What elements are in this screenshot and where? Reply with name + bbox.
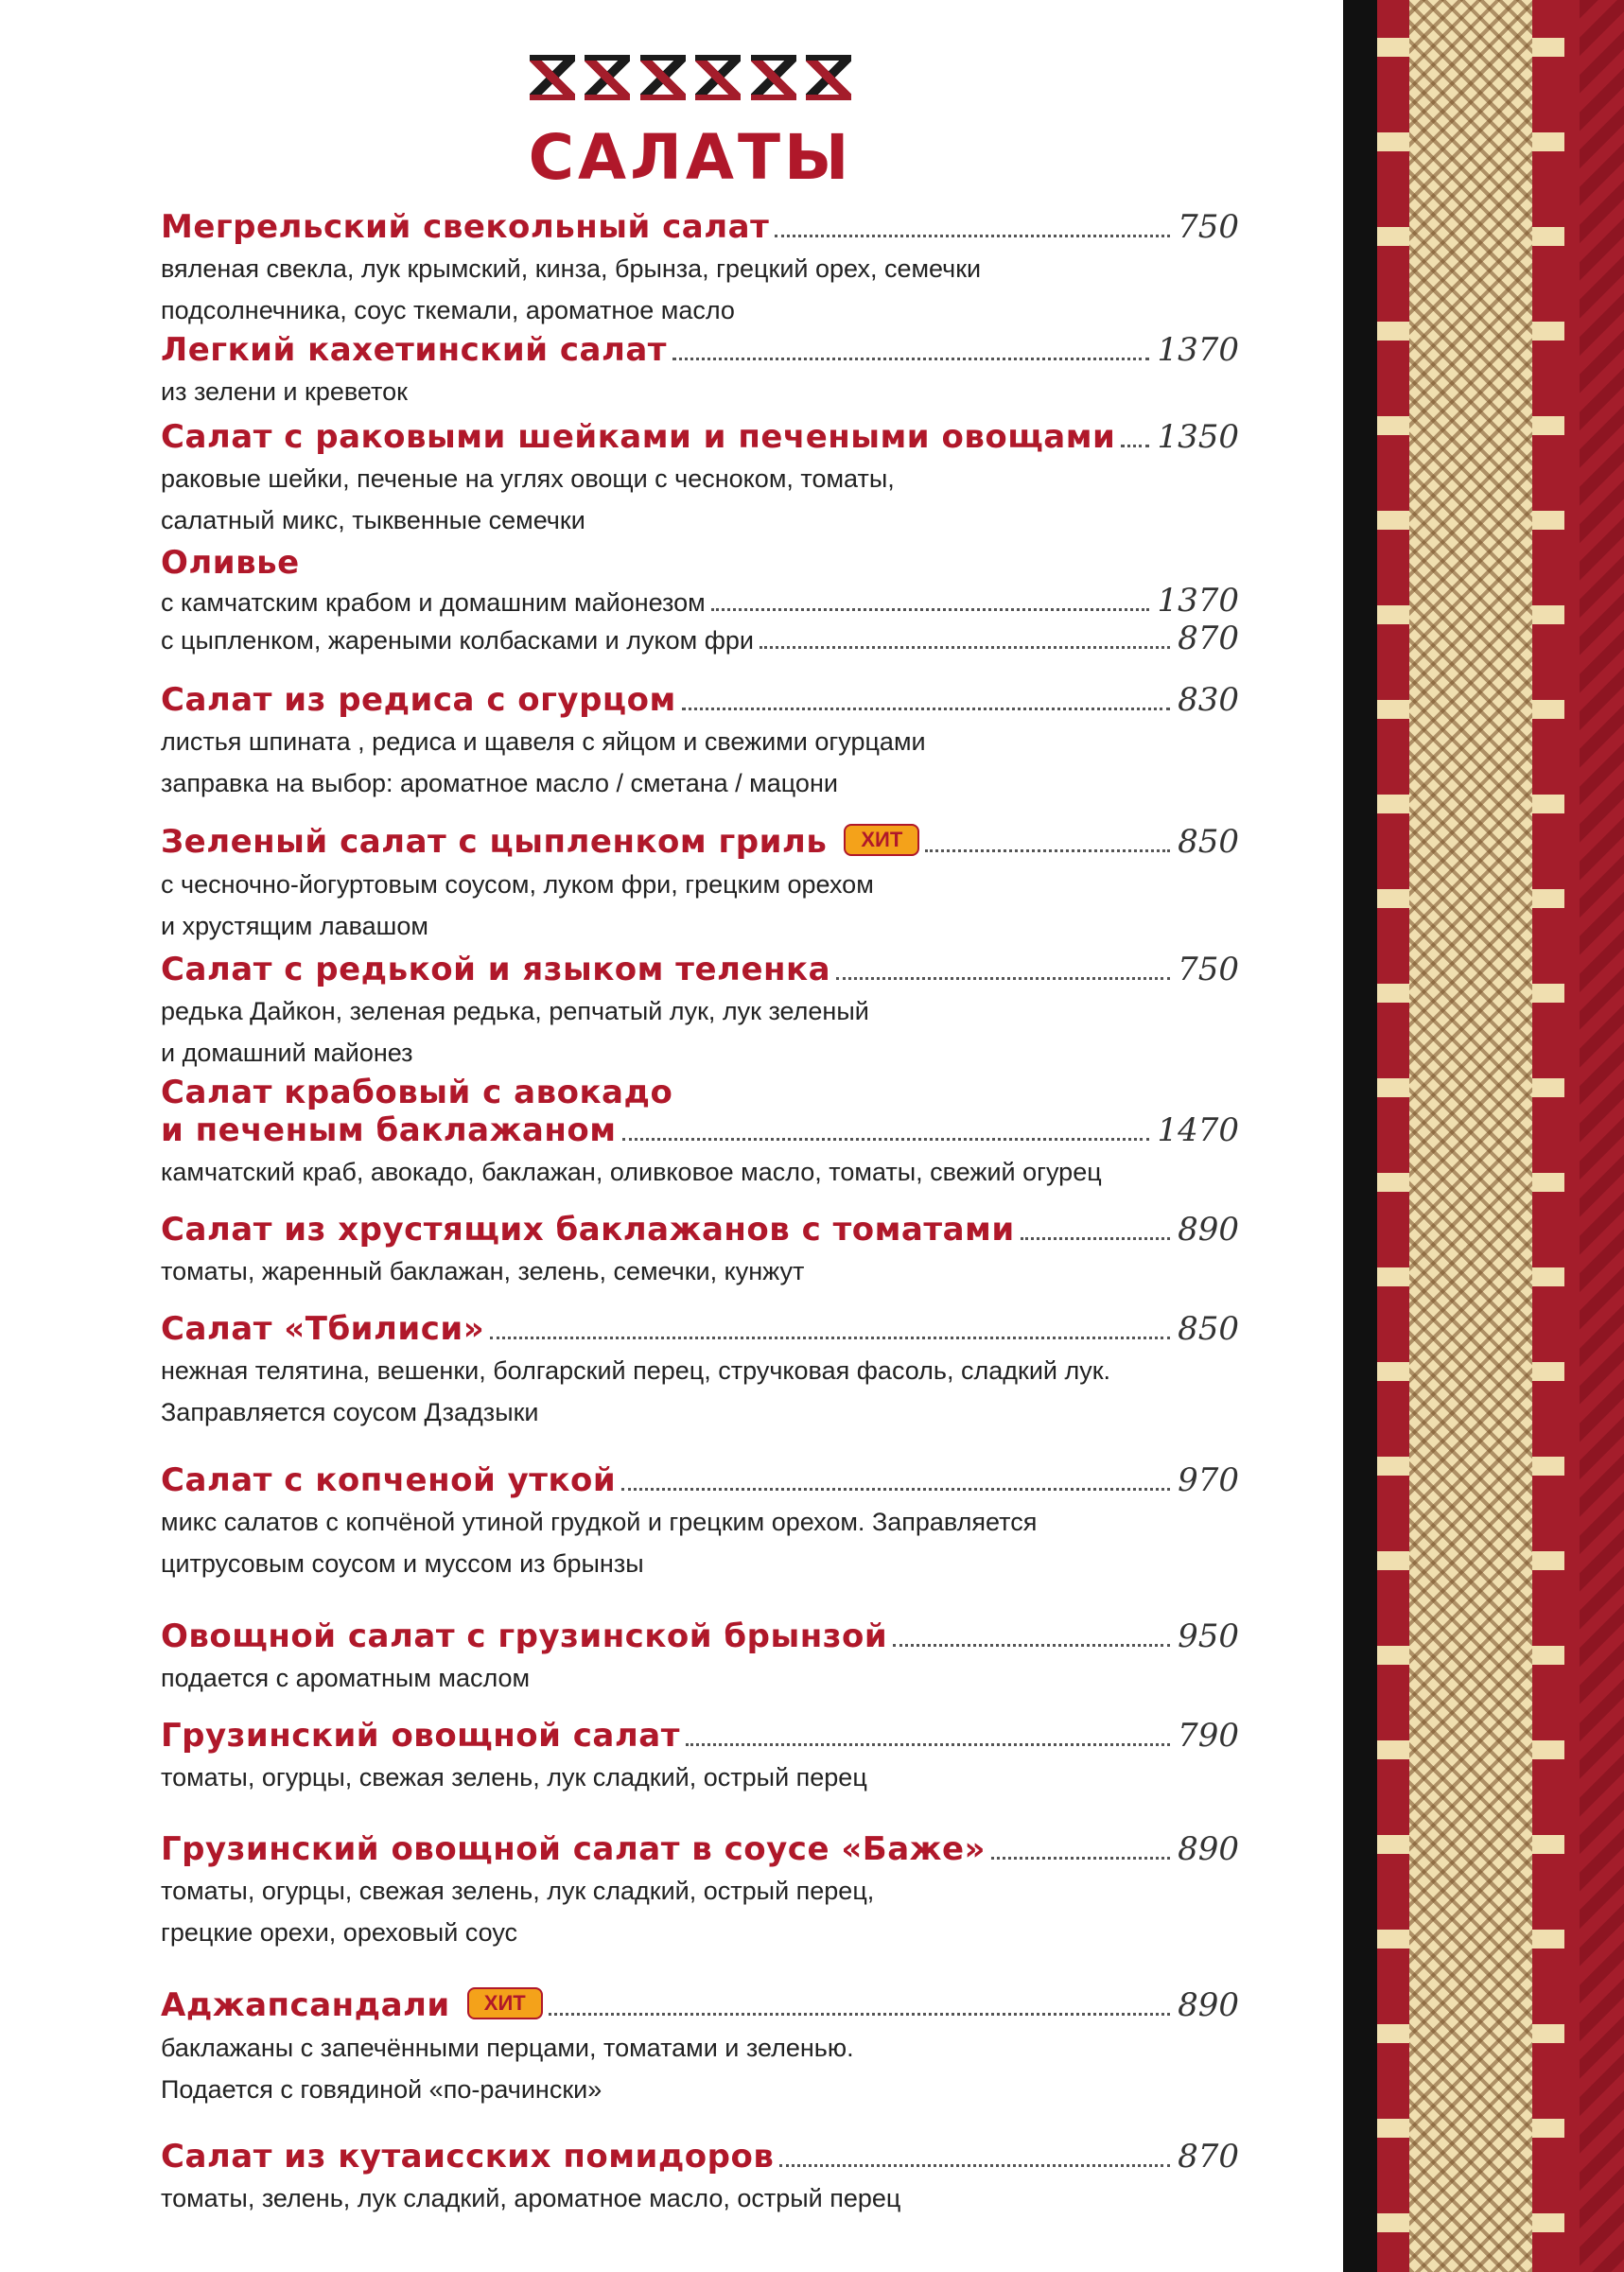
dish-name: Оливье (161, 544, 300, 582)
dish-name: Салат из редиса с огурцом (161, 681, 676, 719)
dish-name: Салат «Тбилиси» (161, 1310, 485, 1348)
menu-item (161, 331, 1239, 411)
dish-header (161, 418, 1239, 456)
top-ornament (530, 55, 851, 102)
dish-header (161, 2138, 1239, 2176)
dot-leader (836, 977, 1170, 980)
dish-header (161, 208, 1239, 246)
dot-leader (760, 646, 1170, 649)
dot-leader (775, 235, 1170, 237)
dish-description: томаты, огурцы, свежая зелень, лук сладкий, острый перец (161, 1763, 867, 1791)
dish-price: 850 (1178, 1310, 1239, 1348)
dish-price: 1470 (1157, 1111, 1239, 1149)
dish-price: 750 (1178, 208, 1239, 246)
dish-price: 1370 (1157, 331, 1239, 369)
dot-leader (490, 1337, 1170, 1339)
dot-leader (779, 2164, 1170, 2167)
border-teeth-right (1532, 0, 1564, 2272)
dish-header (161, 1461, 1239, 1499)
dish-name: Грузинский овощной салат в соусе «Баже» (161, 1830, 987, 1868)
dish-description: листья шпината , редиса и щавеля с яйцом и свежими огурцами (161, 727, 926, 756)
menu-item (161, 951, 1239, 1072)
dot-leader (1121, 445, 1149, 447)
dish-name: Овощной салат с грузинской брынзой (161, 1617, 888, 1655)
menu-item (161, 1461, 1239, 1582)
dish-description: раковые шейки, печеные на углях овощи с чесноком, томаты, (161, 464, 895, 493)
dot-leader (893, 1644, 1170, 1647)
dish-name: Салат из хрустящих баклажанов с томатами (161, 1211, 1015, 1249)
dish-price: 830 (1178, 681, 1239, 719)
variant-row (161, 582, 1239, 620)
dot-leader (682, 708, 1170, 710)
dish-header (161, 681, 1239, 719)
ornament-cell (806, 55, 851, 100)
dish-price: 890 (1178, 1211, 1239, 1249)
dish-header (161, 823, 1239, 862)
ornament-cell (640, 55, 686, 100)
dot-leader (686, 1743, 1170, 1746)
decorative-border (1343, 0, 1624, 2272)
dot-leader (991, 1857, 1170, 1860)
dish-name: Салат с редькой и языком теленка (161, 951, 831, 988)
dish-price: 970 (1178, 1461, 1239, 1499)
dish-header (161, 1211, 1239, 1249)
dish-price: 790 (1178, 1717, 1239, 1755)
dish-price: 890 (1178, 1986, 1239, 2024)
dot-leader (672, 358, 1149, 360)
menu-item (161, 1211, 1239, 1290)
dish-price: 950 (1178, 1617, 1239, 1655)
dish-description: подается с ароматным маслом (161, 1664, 531, 1692)
menu-item (161, 1830, 1239, 1951)
dish-header (161, 331, 1239, 369)
variant-price: 870 (1178, 620, 1239, 657)
dish-price: 890 (1178, 1830, 1239, 1868)
menu-item (161, 418, 1239, 539)
dish-name: Зеленый салат с цыпленком гриль (161, 823, 828, 861)
menu-item (161, 1617, 1239, 1697)
menu-item (161, 544, 1239, 657)
dish-description: и хрустящим лавашом (161, 912, 428, 940)
dish-description: заправка на выбор: ароматное масло / сметана / мацони (161, 769, 838, 797)
dish-description: баклажаны с запечёнными перцами, томатами и зеленью. (161, 2034, 854, 2062)
dot-leader (1021, 1237, 1170, 1240)
dish-description: из зелени и креветок (161, 377, 408, 406)
menu-item (161, 1310, 1239, 1431)
hit-badge: ХИТ (467, 1987, 543, 2019)
dish-description: с чесночно-йогуртовым соусом, луком фри, грецким орехом (161, 870, 874, 899)
section-title: САЛАТЫ (528, 121, 853, 194)
dish-description: цитрусовым соусом и муссом из брынзы (161, 1549, 644, 1578)
dot-leader (622, 1138, 1150, 1141)
dish-name: Легкий кахетинский салат (161, 331, 668, 369)
ornament-cell (530, 55, 575, 100)
ornament-cell (695, 55, 741, 100)
dish-description: камчатский краб, авокадо, баклажан, оливковое масло, томаты, свежий огурец (161, 1158, 1102, 1186)
dot-leader (925, 849, 1170, 852)
dish-name: Салат с раковыми шейками и печеными овощами (161, 418, 1116, 456)
dish-description: Заправляется соусом Дзадзыки (161, 1398, 539, 1426)
border-black-stripe (1343, 0, 1377, 2272)
dot-leader (711, 608, 1150, 611)
dish-description: томаты, зелень, лук сладкий, ароматное масло, острый перец (161, 2184, 901, 2212)
dish-description: грецкие орехи, ореховый соус (161, 1918, 518, 1947)
dish-name: Мегрельский свекольный салат (161, 208, 770, 246)
dish-price: 750 (1178, 951, 1239, 988)
variant-price: 1370 (1157, 582, 1239, 620)
dish-header (161, 1111, 1239, 1149)
variant-label: с камчатским крабом и домашним майонезом (161, 588, 706, 617)
dish-header (161, 951, 1239, 988)
dish-description: салатный микс, тыквенные семечки (161, 506, 585, 534)
dish-header (161, 1986, 1239, 2025)
variant-label: с цыпленком, жареными колбасками и луком фри (161, 626, 755, 655)
menu-item (161, 1074, 1239, 1191)
menu-item (161, 2138, 1239, 2217)
menu-item (161, 823, 1239, 945)
dish-header (161, 1830, 1239, 1868)
dish-description: подсолнечника, соус ткемали, ароматное масло (161, 296, 735, 324)
dish-header (161, 1310, 1239, 1348)
dish-header (161, 1717, 1239, 1755)
dish-name: Аджапсандали (161, 1986, 450, 2024)
dish-name: Грузинский овощной салат (161, 1717, 680, 1755)
dish-price: 1350 (1157, 418, 1239, 456)
dot-leader (549, 2013, 1170, 2016)
dish-description: вяленая свекла, лук крымский, кинза, брынза, грецкий орех, семечки (161, 254, 982, 283)
variant-row (161, 620, 1239, 657)
dish-description: микс салатов с копчёной утиной грудкой и грецким орехом. Заправляется (161, 1508, 1038, 1536)
dish-description: нежная телятина, вешенки, болгарский перец, стручковая фасоль, сладкий лук. (161, 1356, 1111, 1385)
border-teeth-left (1377, 0, 1409, 2272)
dish-description: томаты, жаренный баклажан, зелень, семечки, кунжут (161, 1257, 805, 1285)
dish-name: Салат из кутаисских помидоров (161, 2138, 775, 2176)
dish-description: и домашний майонез (161, 1039, 413, 1067)
menu-item (161, 681, 1239, 802)
ornament-cell (751, 55, 796, 100)
dish-header (161, 544, 1239, 582)
dish-name: Салат крабовый с авокадо (161, 1074, 673, 1111)
border-pattern-panel (1409, 0, 1532, 2272)
menu-item (161, 1986, 1239, 2108)
dish-name: и печеным баклажаном (161, 1111, 617, 1149)
dish-description: томаты, огурцы, свежая зелень, лук сладкий, острый перец, (161, 1877, 875, 1905)
dish-name: Салат с копченой уткой (161, 1461, 617, 1499)
menu-item (161, 1717, 1239, 1796)
dish-price: 870 (1178, 2138, 1239, 2176)
border-red-stripe (1580, 0, 1624, 2272)
dish-description: редька Дайкон, зеленая редька, репчатый лук, лук зеленый (161, 997, 869, 1025)
menu-item (161, 208, 1239, 329)
dish-price: 850 (1178, 823, 1239, 861)
dish-description: Подается с говядиной «по-рачински» (161, 2075, 602, 2104)
dish-header (161, 1617, 1239, 1655)
dot-leader (621, 1488, 1170, 1491)
hit-badge: ХИТ (844, 824, 919, 856)
ornament-cell (585, 55, 630, 100)
